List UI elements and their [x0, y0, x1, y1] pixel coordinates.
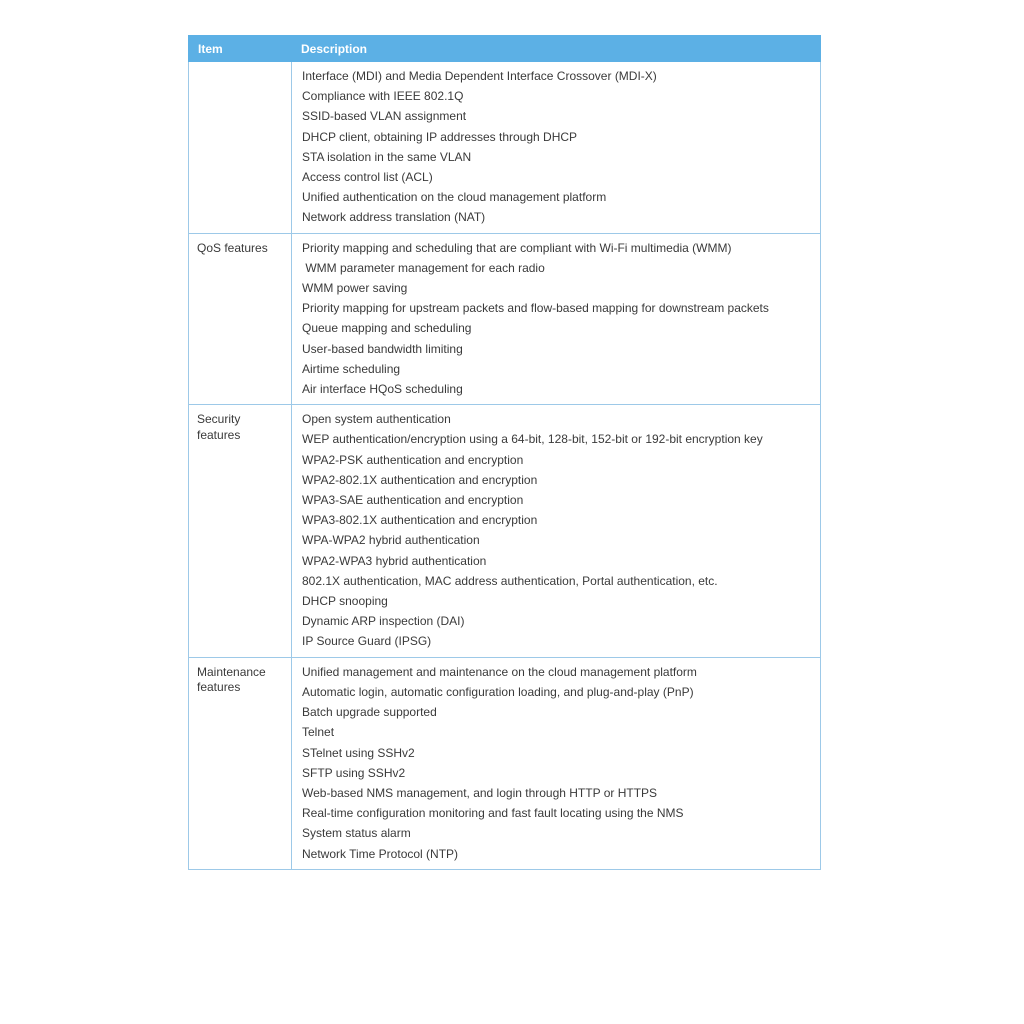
description-line: Unified authentication on the cloud management platform	[302, 190, 607, 205]
description-line: Network address translation (NAT)	[302, 210, 486, 225]
table-row	[189, 62, 821, 234]
description-line: Web-based NMS management, and login through HTTP or HTTPS	[302, 785, 658, 800]
description-line: WMM parameter management for each radio	[302, 260, 545, 275]
description-line: Interface (MDI) and Media Dependent Interface Crossover (MDI-X)	[302, 69, 657, 83]
description-line: STelnet using SSHv2	[302, 745, 415, 760]
table-row	[189, 233, 821, 405]
description-line: Batch upgrade supported	[302, 705, 437, 720]
description-line: Network Time Protocol (NTP)	[302, 846, 459, 861]
description-line: DHCP snooping	[302, 594, 388, 609]
description-line: Compliance with IEEE 802.1Q	[302, 89, 464, 104]
spec-table	[188, 35, 821, 870]
description-line: Airtime scheduling	[302, 361, 401, 376]
description-line: WPA3-802.1X authentication and encryption	[302, 513, 538, 528]
description-line: WMM power saving	[302, 281, 408, 296]
description-line: Open system authentication	[302, 412, 451, 427]
description-line: WPA3-SAE authentication and encryption	[302, 493, 524, 508]
description-line: Telnet	[302, 725, 335, 740]
description-line: Unified management and maintenance on the cloud management platform	[302, 664, 697, 679]
header-description: Description	[292, 36, 821, 62]
header-row	[189, 36, 821, 62]
description-line: System status alarm	[302, 826, 411, 841]
table-body	[189, 62, 821, 870]
description-line: WEP authentication/encryption using a 64-bit, 128-bit, 152-bit or 192-bit encryption key	[302, 432, 763, 447]
item-cell: Security features	[189, 405, 292, 657]
item-cell: Maintenance features	[189, 657, 292, 869]
item-cell: QoS features	[189, 233, 292, 405]
description-cell	[292, 233, 821, 405]
description-line: Priority mapping and scheduling that are compliant with Wi-Fi multimedia (WMM)	[302, 240, 732, 255]
description-line: Priority mapping for upstream packets and flow-based mapping for downstream packets	[302, 301, 769, 316]
description-line: SSID-based VLAN assignment	[302, 109, 467, 124]
description-line: DHCP client, obtaining IP addresses through DHCP	[302, 129, 578, 144]
description-line: WPA2-PSK authentication and encryption	[302, 452, 524, 467]
description-line: 802.1X authentication, MAC address authentication, Portal authentication, etc.	[302, 573, 718, 588]
description-cell	[292, 405, 821, 657]
description-line: STA isolation in the same VLAN	[302, 149, 472, 164]
description-line: Real-time configuration monitoring and fast fault locating using the NMS	[302, 806, 684, 821]
description-line: Air interface HQoS scheduling	[302, 382, 463, 397]
description-line: Automatic login, automatic configuration loading, and plug-and-play (PnP)	[302, 684, 694, 699]
table-row	[189, 405, 821, 657]
description-line: User-based bandwidth limiting	[302, 341, 463, 356]
description-line: WPA2-WPA3 hybrid authentication	[302, 553, 487, 568]
description-line: IP Source Guard (IPSG)	[302, 634, 432, 649]
description-line: SFTP using SSHv2	[302, 765, 406, 780]
description-cell	[292, 657, 821, 869]
item-cell	[189, 62, 292, 234]
description-cell	[292, 62, 821, 234]
description-line: WPA-WPA2 hybrid authentication	[302, 533, 480, 548]
description-line: Queue mapping and scheduling	[302, 321, 472, 336]
header-item: Item	[189, 36, 292, 62]
description-line: Access control list (ACL)	[302, 170, 433, 185]
description-line: WPA2-802.1X authentication and encryption	[302, 472, 538, 487]
table-row	[189, 657, 821, 869]
description-line: Dynamic ARP inspection (DAI)	[302, 614, 465, 629]
